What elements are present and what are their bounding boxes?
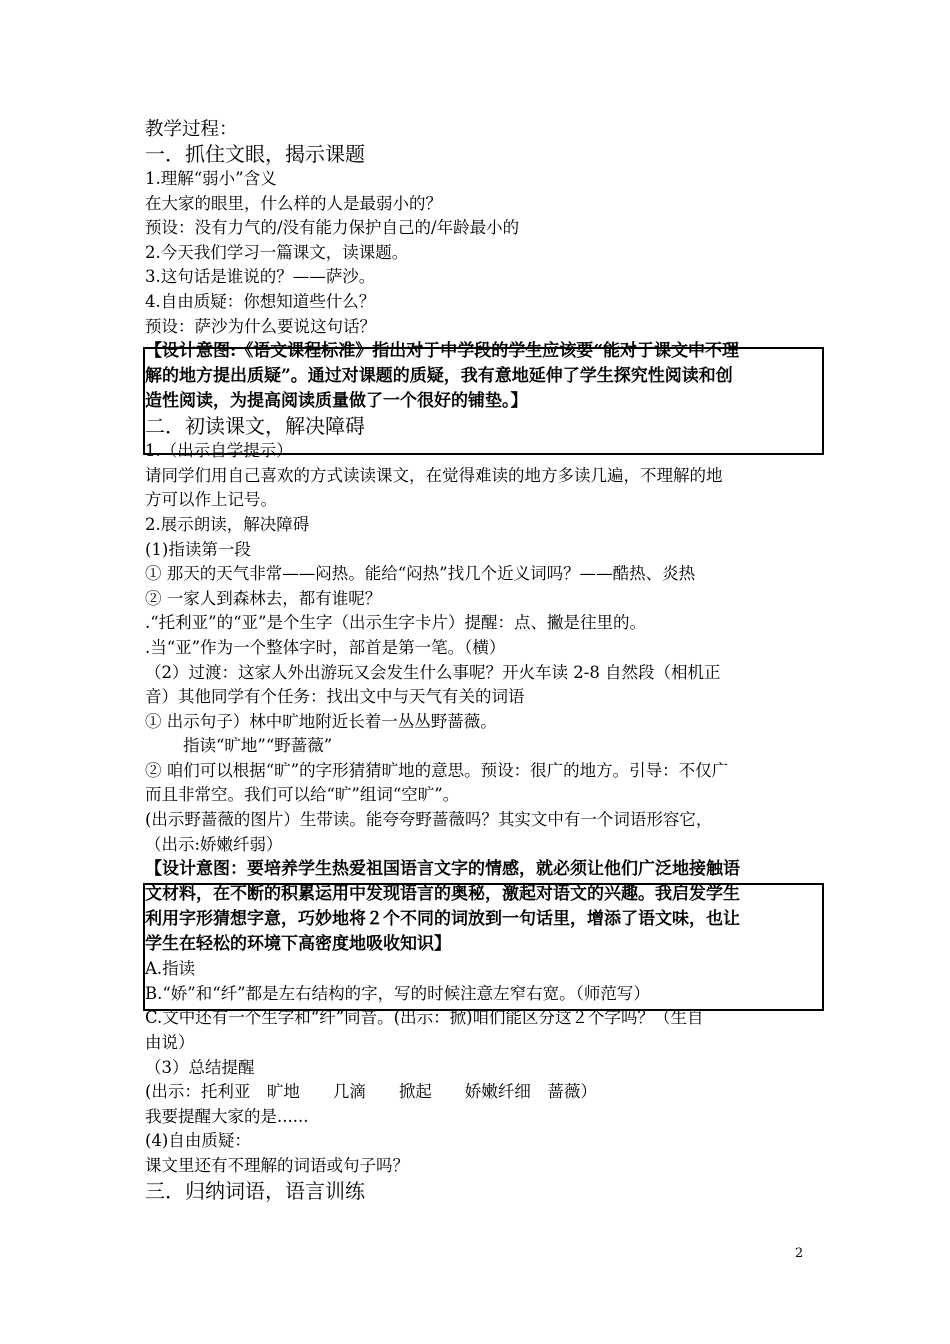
text-line: 在大家的眼里，什么样的人是最弱小的？ [145, 193, 442, 213]
text-line: B.“娇”和“纤”都是左右结构的字，写的时候注意左窄右宽。（师范写） [145, 983, 650, 1003]
design-note-line: 学生在轻松的环境下高密度地吸收知识】 [145, 934, 451, 955]
design-note-line: 【设计意图：要培养学生热爱祖国语言文字的情感，就必须让他们广泛地接触语 [145, 859, 740, 880]
text-line-indented: 指读“旷地”“野蔷薇” [183, 736, 333, 756]
design-note-1 [145, 339, 825, 414]
text-line: ① 那天的天气非常——闷热。能给“闷热”找几个近义词吗？——酷热、炎热 [145, 564, 696, 584]
page-body [145, 118, 825, 1204]
text-line: 音）其他同学有个任务：找出文中与天气有关的词语 [145, 687, 525, 707]
page-number: 2 [795, 1246, 804, 1261]
text-line: (出示：托利亚 旷地 几滴 掀起 娇嫩纤细 蔷薇） [145, 1082, 597, 1102]
design-note-line: 文材料，在不断的积累运用中发现语言的奥秘，激起对语文的兴趣。我启发学生 [145, 884, 740, 905]
text-line: 预设：萨沙为什么要说这句话？ [145, 316, 376, 336]
text-line: 方可以作上记号。 [145, 490, 277, 510]
text-line: (出示野蔷薇的图片）生带读。能夸夸野蔷薇吗？其实文中有一个词语形容它， [145, 810, 713, 830]
text-line: .“托利亚”的“亚”是个生字（出示生字卡片）提醒：点、撇是往里的。 [145, 613, 646, 633]
design-note-line: 利用字形猜想字意，巧妙地将２个不同的词放到一句话里，增添了语文味，也让 [145, 909, 740, 930]
design-note-2 [145, 857, 825, 957]
text-line: 由说） [145, 1033, 195, 1053]
text-line: 我要提醒大家的是...... [145, 1106, 309, 1126]
text-line: (4)自由质疑： [145, 1131, 251, 1151]
text-line: 预设：没有力气的/没有能力保护自己的/年龄最小的 [145, 218, 520, 238]
text-line: （出示:娇嫩纤弱） [145, 834, 283, 854]
text-line: ② 一家人到森林去，都有谁呢？ [145, 588, 382, 608]
text-line: 3.这句话是谁说的？——萨沙。 [145, 267, 376, 287]
text-line: （3）总结提醒 [145, 1057, 255, 1077]
text-line: 4.自由质疑：你想知道些什么？ [145, 291, 376, 311]
text-line: 2.今天我们学习一篇课文，读课题。 [145, 242, 409, 262]
text-line: （2）过渡：这家人外出游玩又会发生什么事呢？开火车读 2-8 自然段（相机正 [145, 662, 721, 682]
design-note-line: 造性阅读，为提高阅读质量做了一个很好的铺垫。】 [145, 391, 528, 412]
text-line: C.文中还有一个生字和“纤”同音。(出示：掀)咱们能区分这２个字吗？（生自 [145, 1008, 704, 1028]
text-line: 课文里还有不理解的词语或句子吗？ [145, 1156, 409, 1175]
text-line: 请同学们用自己喜欢的方式读读课文，在觉得难读的地方多读几遍，不理解的地 [145, 465, 723, 485]
section-1-heading: 一．抓住文眼，揭示课题 [145, 142, 365, 166]
design-note-line: 解的地方提出质疑”。通过对课题的质疑，我有意地延伸了学生探究性阅读和创 [145, 366, 733, 387]
text-line: 1.理解“弱小”含义 [145, 169, 277, 188]
text-line: 而且非常空。我们可以给“旷”组词“空旷”。 [145, 785, 460, 805]
text-line: ① 出示句子）林中旷地附近长着一丛丛野蔷薇。 [145, 711, 497, 731]
text-line: 2.展示朗读，解决障碍 [145, 514, 310, 534]
design-note-line: 【设计意图:《语文课程标准》指出对于中学段的学生应该要“能对于课文中不理 [145, 341, 740, 362]
text-line: A.指读 [145, 959, 196, 979]
section-2-heading: 二．初读课文，解决障碍 [145, 414, 365, 439]
text-line: .当“亚”作为一个整体字时，部首是第一笔。（横） [145, 637, 506, 657]
text-line: ② 咱们可以根据“旷”的字形猜猜旷地的意思。预设：很广的地方。引导：不仅广 [145, 760, 729, 780]
text-line: 1.（出示自学提示） [145, 441, 293, 461]
teaching-process-heading: 教学过程： [145, 119, 238, 140]
section-3-heading: 三．归纳词语，语言训练 [145, 1178, 365, 1203]
text-line: (1)指读第一段 [145, 539, 251, 559]
